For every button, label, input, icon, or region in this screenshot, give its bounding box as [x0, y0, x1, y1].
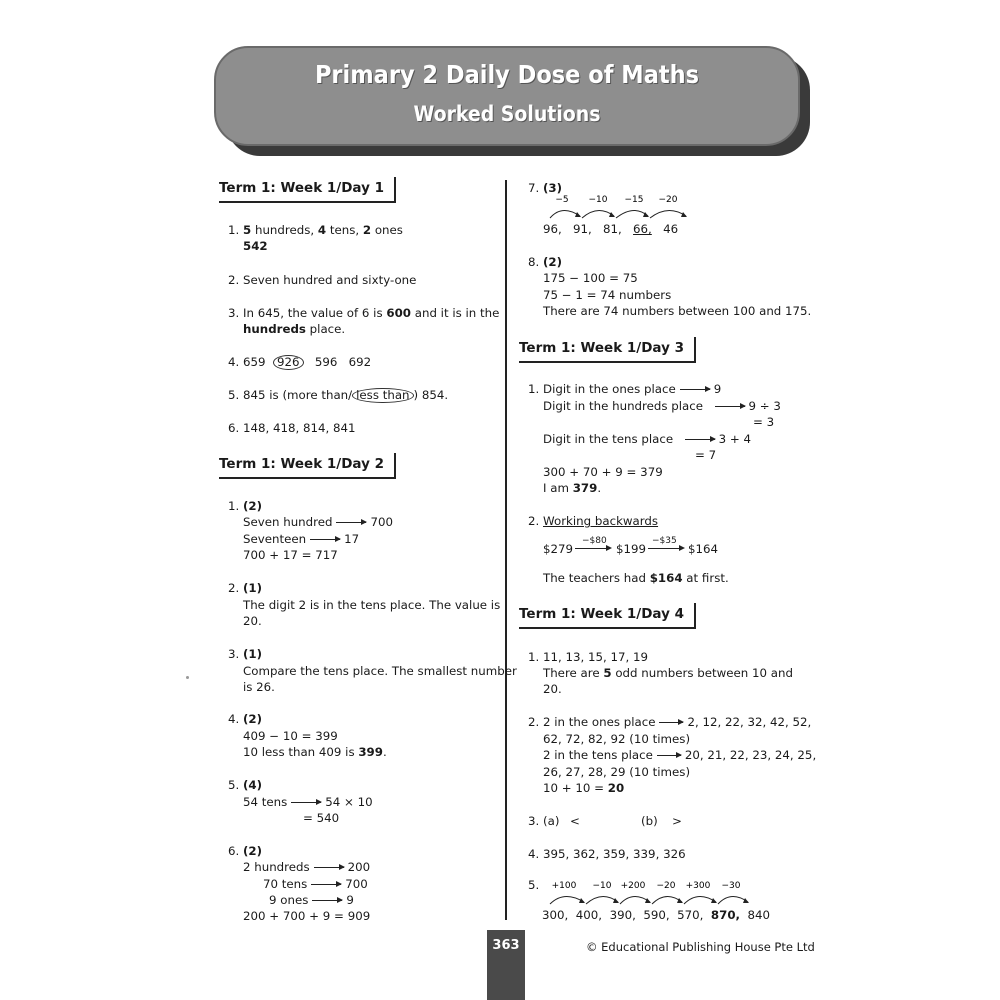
d4-q1-number: 1. — [528, 650, 540, 664]
d1-q3-line2: hundreds place. — [243, 322, 346, 336]
arrowhead-icon — [609, 212, 615, 217]
jump-label: +100 — [551, 881, 577, 891]
title-banner — [214, 46, 800, 146]
d1-q2-number: 2. — [228, 273, 240, 287]
d4-q4-number: 4. — [528, 847, 540, 861]
d2-q3-line1: Compare the tens place. The smallest number — [243, 664, 517, 678]
arrowhead-icon — [743, 898, 749, 903]
d2-q5-number: 5. — [228, 778, 240, 792]
d2-q4-line2: 10 less than 409 is 399. — [243, 745, 387, 759]
d2-q6-number: 6. — [228, 844, 240, 858]
d2-q5-line1: 54 tens 54 × 10 — [243, 795, 373, 809]
arrow-icon — [311, 884, 341, 885]
jump-label: −5 — [555, 195, 569, 205]
d2-q3-answer: (1) — [243, 647, 262, 661]
section-heading-w1d4: Term 1: Week 1/Day 4 — [519, 606, 694, 629]
arrow-icon — [648, 548, 683, 549]
d3-q1-line2: Digit in the hundreds place 9 ÷ 3 — [543, 399, 781, 413]
d3-q1-line4: 300 + 70 + 9 = 379 — [543, 465, 663, 479]
section-heading-w1d1: Term 1: Week 1/Day 1 — [219, 180, 394, 203]
arrow-icon — [680, 389, 710, 390]
arrow-icon — [314, 867, 344, 868]
d3-q2-start: $279 — [543, 542, 574, 556]
arrow-icon — [657, 755, 681, 756]
d3-q2-end: $164 — [688, 542, 719, 556]
d4-q3-number: 3. — [528, 814, 540, 828]
d2-q4-answer: (2) — [243, 712, 262, 726]
d2-q3-line2: is 26. — [243, 680, 275, 694]
d4-q5-number: 5. — [528, 878, 540, 892]
d3-q2-number: 2. — [528, 514, 540, 528]
d4-q1-line3: 20. — [543, 682, 562, 696]
jump-arc — [550, 896, 584, 904]
d4-q2-line4: 26, 27, 28, 29 (10 times) — [543, 765, 691, 779]
jump-label: −$80 — [582, 536, 607, 546]
r-q8-line1: 175 − 100 = 75 — [543, 271, 638, 285]
d1-q2-text: Seven hundred and sixty-one — [243, 273, 417, 287]
d1-q3-line1: In 645, the value of 6 is 600 and it is in the — [243, 306, 500, 320]
d2-q5-answer: (4) — [243, 778, 262, 792]
q5-jump-diagram — [540, 876, 770, 908]
circled-answer: 926 — [273, 355, 304, 370]
d1-q5-number: 5. — [228, 388, 240, 402]
q5-sequence: 300, 400, 390, 590, 570, 870, 840 — [542, 908, 771, 922]
arrowhead-icon — [681, 212, 687, 217]
arrowhead-icon — [645, 898, 651, 903]
d3-q2-heading: Working backwards — [543, 514, 659, 528]
d2-q6-line4: 200 + 700 + 9 = 909 — [243, 909, 371, 923]
d1-q4-text: 659 926 596 692 — [243, 355, 372, 369]
copyright: © Educational Publishing House Pte Ltd — [586, 940, 815, 954]
d2-q1-number: 1. — [228, 499, 240, 513]
r-q7-number: 7. — [528, 181, 540, 195]
d2-q3-number: 3. — [228, 647, 240, 661]
d1-q1-number: 1. — [228, 223, 240, 237]
r-q8-number: 8. — [528, 255, 540, 269]
underlined-answer: 66, — [633, 222, 652, 236]
d2-q1-answer: (2) — [243, 499, 262, 513]
page-title: Primary 2 Daily Dose of Maths — [314, 60, 700, 89]
r-q8-answer: (2) — [543, 255, 562, 269]
d2-q1-line1: Seven hundred 700 — [243, 515, 393, 529]
arrow-icon — [310, 539, 340, 540]
d2-q6-line3: 9 ones 9 — [269, 893, 354, 907]
d2-q4-number: 4. — [228, 712, 240, 726]
d2-q2-number: 2. — [228, 581, 240, 595]
arrowhead-icon — [613, 898, 619, 903]
jump-label: −30 — [721, 881, 741, 891]
d3-q1-line3: Digit in the tens place 3 + 4 — [543, 432, 752, 446]
r-q8-line3: There are 74 numbers between 100 and 175. — [543, 304, 812, 318]
jump-label: −20 — [656, 881, 676, 891]
q7-sequence: 96, 91, 81, 66, 46 — [543, 222, 679, 236]
d2-q6-answer: (2) — [243, 844, 262, 858]
d4-q2-number: 2. — [528, 715, 540, 729]
d4-q2-line2: 62, 72, 82, 92 (10 times) — [543, 732, 691, 746]
arrowhead-icon — [606, 545, 612, 551]
circled-answer: less than — [352, 388, 413, 403]
column-divider — [505, 180, 507, 920]
d2-q2-line2: 20. — [243, 614, 262, 628]
arrow-icon — [312, 900, 342, 901]
d3-q1-line3b: = 7 — [695, 448, 717, 462]
d1-q1-text: 5 hundreds, 4 tens, 2 ones — [243, 223, 403, 237]
d3-q2-line1: The teachers had $164 at first. — [543, 571, 729, 585]
d4-q3b-label: (b) — [641, 814, 658, 828]
arrow-icon — [336, 522, 366, 523]
arrowhead-icon — [579, 898, 585, 903]
d1-q1-answer: 542 — [243, 239, 268, 253]
d2-q1-line2: Seventeen 17 — [243, 532, 360, 546]
d4-q2-line5: 10 + 10 = 20 — [543, 781, 625, 795]
jump-label: −20 — [658, 195, 678, 205]
d4-q4-text: 395, 362, 359, 339, 326 — [543, 847, 686, 861]
page-subtitle: Worked Solutions — [413, 102, 601, 126]
arrowhead-icon — [711, 898, 717, 903]
section-heading-w1d3: Term 1: Week 1/Day 3 — [519, 340, 694, 363]
d2-q6-line1: 2 hundreds 200 — [243, 860, 371, 874]
d4-q2-line1: 2 in the ones place 2, 12, 22, 32, 42, 52, — [543, 715, 812, 729]
d2-q6-line2: 70 tens 700 — [263, 877, 368, 891]
d2-q1-line3: 700 + 17 = 717 — [243, 548, 338, 562]
d2-q2-answer: (1) — [243, 581, 262, 595]
r-q8-line2: 75 − 1 = 74 numbers — [543, 288, 672, 302]
d2-q5-line2: = 540 — [303, 811, 340, 825]
d3-q1-line5: I am 379. — [543, 481, 602, 495]
arrow-icon — [715, 406, 745, 407]
arrowhead-icon — [575, 212, 581, 217]
jump-label: −15 — [624, 195, 644, 205]
d2-q4-line1: 409 − 10 = 399 — [243, 729, 338, 743]
arrow-icon — [685, 439, 715, 440]
d3-q1-line2b: = 3 — [753, 415, 775, 429]
jump-label: +200 — [620, 881, 646, 891]
d2-q2-line1: The digit 2 is in the tens place. The value is — [243, 598, 501, 612]
jump-label: −$35 — [652, 536, 677, 546]
d3-q1-line1: Digit in the ones place 9 — [543, 382, 722, 396]
arrow-icon — [575, 548, 610, 549]
jump-arc — [650, 210, 686, 218]
arrowhead-icon — [679, 545, 685, 551]
arrowhead-icon — [677, 898, 683, 903]
d4-q3b-answer: > — [672, 814, 682, 828]
d1-q3-number: 3. — [228, 306, 240, 320]
d4-q3a-answer: < — [570, 814, 580, 828]
d4-q3a-label: (a) — [543, 814, 560, 828]
d1-q6-number: 6. — [228, 421, 240, 435]
jump-label: −10 — [592, 881, 612, 891]
d4-q2-line3: 2 in the tens place 20, 21, 22, 23, 24, 25, — [543, 748, 817, 762]
d1-q4-number: 4. — [228, 355, 240, 369]
d4-q1-line1: 11, 13, 15, 17, 19 — [543, 650, 649, 664]
r-q7-answer: (3) — [543, 181, 562, 195]
d1-q6-text: 148, 418, 814, 841 — [243, 421, 356, 435]
d3-q2-mid: $199 — [616, 542, 647, 556]
page-number: 363 — [492, 938, 520, 953]
stray-mark — [186, 676, 189, 679]
jump-label: +300 — [685, 881, 711, 891]
section-heading-w1d2: Term 1: Week 1/Day 2 — [219, 456, 394, 479]
arrow-icon — [659, 722, 683, 723]
arrow-icon — [291, 802, 321, 803]
d1-q5-text: 845 is (more than/ less than ) 854. — [243, 388, 449, 402]
jump-label: −10 — [588, 195, 608, 205]
d3-q1-number: 1. — [528, 382, 540, 396]
d4-q1-line2: There are 5 odd numbers between 10 and — [543, 666, 793, 680]
